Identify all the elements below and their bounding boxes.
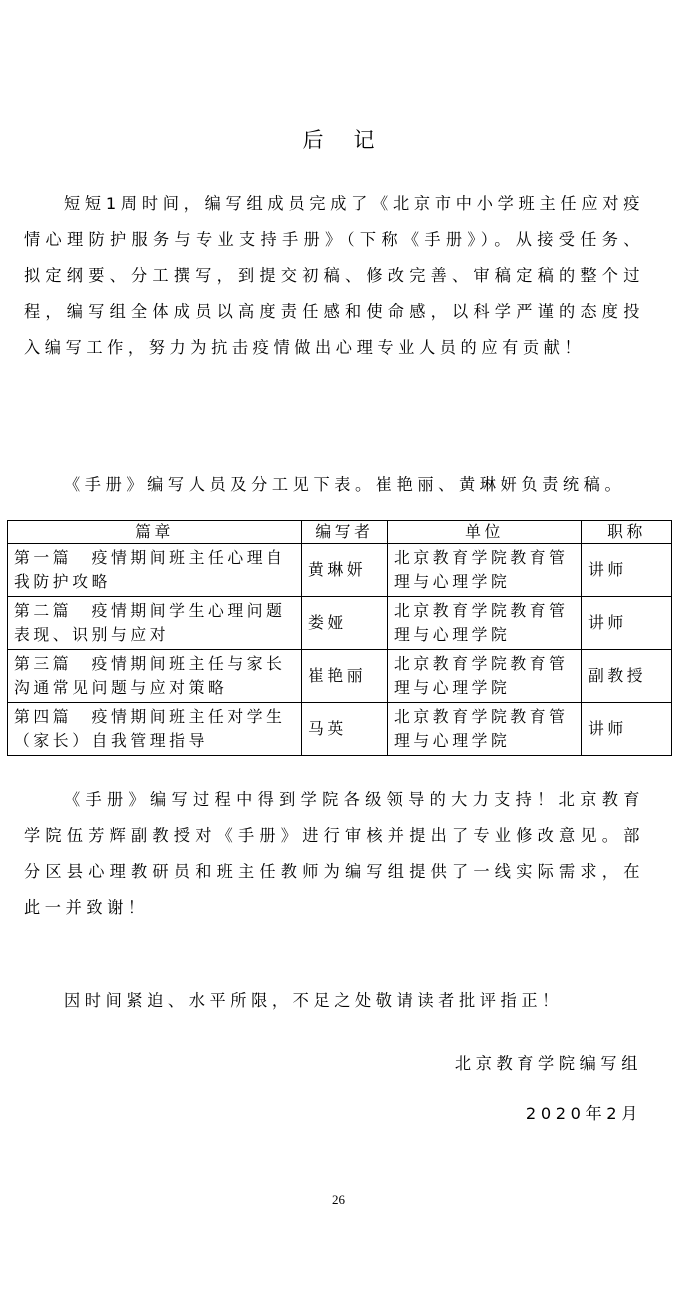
- paragraph-intro: 短短1周时间，编写组成员完成了《北京市中小学班主任应对疫情心理防护服务与专业支持手册》（下称《手册》）。从接受任务、拟定纲要、分工撰写，到提交初稿、修改完善、审稿定稿的整个过程，编写组全体成员以高度责任感和使命感，以科学严谨的态度投入编写工作，努力为抗击疫情做出心理专业人员的应有贡献！: [24, 194, 644, 357]
- table-header-row: [8, 521, 672, 544]
- cell-author: 黄琳妍: [302, 544, 388, 597]
- cell-unit: 北京教育学院教育管理与心理学院: [388, 703, 582, 756]
- paragraph-closing: 因时间紧迫、水平所限，不足之处敬请读者批评指正！: [64, 991, 563, 1010]
- table-row: [8, 544, 672, 597]
- cell-unit: 北京教育学院教育管理与心理学院: [388, 650, 582, 703]
- cell-author: 马英: [302, 703, 388, 756]
- cell-author: 娄娅: [302, 597, 388, 650]
- cell-unit: 北京教育学院教育管理与心理学院: [388, 544, 582, 597]
- table-row: [8, 650, 672, 703]
- header-chapter: 篇章: [8, 521, 302, 544]
- paragraph-acknowledgement: 《手册》编写过程中得到学院各级领导的大力支持！北京教育学院伍芳辉副教授对《手册》进行审核并提出了专业修改意见。部分区县心理教研员和班主任教师为编写组提供了一线实际需求，在此一并致谢！: [24, 790, 644, 917]
- cell-title: 讲师: [582, 703, 672, 756]
- table-row: [8, 597, 672, 650]
- cell-title: 讲师: [582, 544, 672, 597]
- cell-unit: 北京教育学院教育管理与心理学院: [388, 597, 582, 650]
- page-number: 26: [332, 1192, 345, 1207]
- signature-date: 2020年2月: [525, 1104, 642, 1123]
- page-title: 后记: [302, 128, 405, 152]
- cell-title: 副教授: [582, 650, 672, 703]
- signature-org: 北京教育学院编写组: [454, 1054, 642, 1073]
- header-author: 编写者: [302, 521, 388, 544]
- cell-chapter: 第四篇 疫情期间班主任对学生（家长）自我管理指导: [8, 703, 302, 756]
- cell-chapter: 第二篇 疫情期间学生心理问题表现、识别与应对: [8, 597, 302, 650]
- staff-table: [7, 520, 672, 756]
- paragraph-table-intro: 《手册》编写人员及分工见下表。崔艳丽、黄琳妍负责统稿。: [64, 475, 626, 494]
- cell-chapter: 第一篇 疫情期间班主任心理自我防护攻略: [8, 544, 302, 597]
- cell-author: 崔艳丽: [302, 650, 388, 703]
- cell-chapter: 第三篇 疫情期间班主任与家长沟通常见问题与应对策略: [8, 650, 302, 703]
- header-unit: 单位: [388, 521, 582, 544]
- header-title: 职称: [582, 521, 672, 544]
- table-row: [8, 703, 672, 756]
- cell-title: 讲师: [582, 597, 672, 650]
